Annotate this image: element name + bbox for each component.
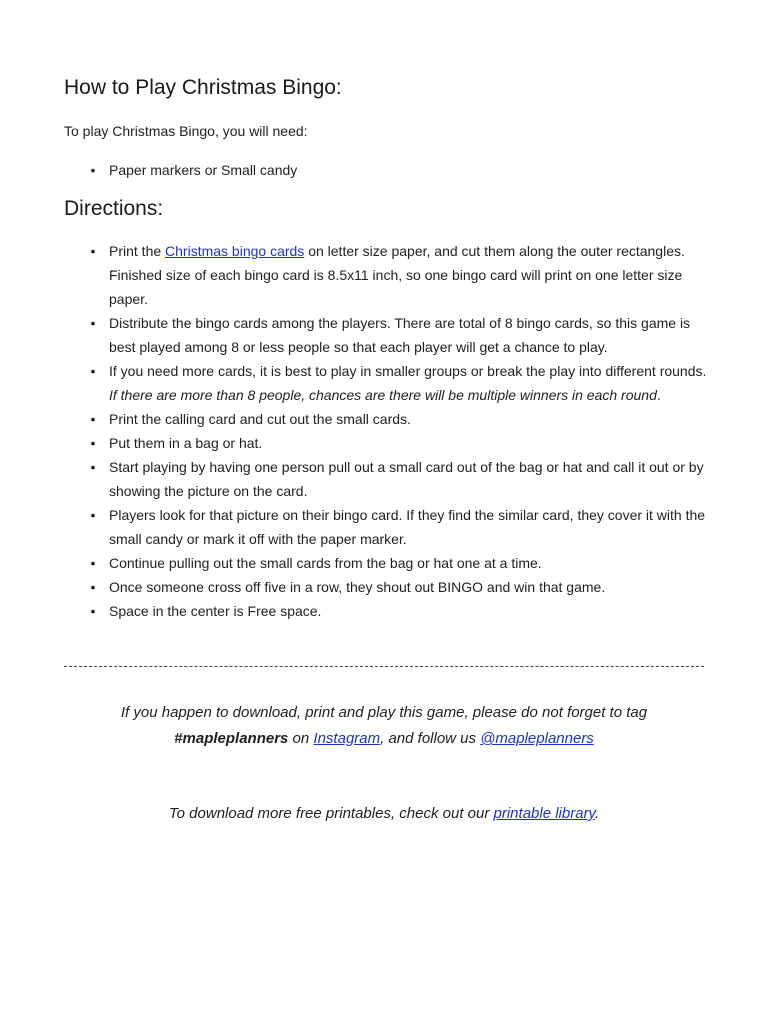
- direction-text: on letter size paper, and cut them along the outer rectangles. Finished size of each bingo card is 8.5x11 inch, so one bingo card will print on one letter size paper.: [109, 243, 685, 307]
- direction-text: Continue pulling out the small cards from the bag or hat one at a time.: [109, 555, 542, 571]
- list-item: [0, 599, 709, 623]
- dashed-divider: [64, 666, 704, 667]
- handle-link[interactable]: @mapleplanners: [480, 730, 594, 747]
- bullet-icon: •: [90, 507, 96, 523]
- bullet-icon: •: [90, 162, 96, 178]
- bullet-icon: •: [90, 555, 96, 571]
- needs-list: [0, 158, 709, 182]
- direction-text: Start playing by having one person pull out a small card out of the bag or hat and call it out or by showing the picture on the card.: [109, 459, 704, 499]
- bullet-icon: •: [90, 243, 96, 259]
- bullet-icon: •: [90, 411, 96, 427]
- direction-text: Put them in a bag or hat.: [109, 435, 263, 451]
- directions-list: [0, 239, 709, 623]
- direction-text: .: [656, 387, 661, 403]
- direction-text: If you need more cards, it is best to play in smaller groups or break the play into different rounds.: [109, 363, 707, 379]
- download-note-text: To download more free printables, check out our: [168, 805, 494, 822]
- list-item: [0, 158, 709, 182]
- download-note: [64, 801, 704, 827]
- share-note: [64, 700, 704, 752]
- bullet-icon: •: [90, 363, 96, 379]
- bullet-icon: •: [90, 603, 96, 619]
- share-note-text: on: [288, 730, 314, 747]
- directions-heading: Directions:: [64, 197, 164, 220]
- list-item: [0, 575, 709, 599]
- instagram-link[interactable]: Instagram: [313, 730, 381, 747]
- needs-item-text: Paper markers or Small candy: [109, 162, 298, 178]
- direction-text: Once someone cross off five in a row, they shout out BINGO and win that game.: [109, 579, 606, 595]
- bingo-cards-link[interactable]: Christmas bingo cards: [165, 243, 305, 259]
- list-item: [0, 359, 709, 407]
- list-item: [0, 455, 709, 503]
- printable-library-link[interactable]: printable library: [493, 805, 595, 822]
- list-item: [0, 431, 709, 455]
- download-note-text: .: [594, 805, 600, 822]
- bullet-icon: •: [90, 315, 96, 331]
- share-note-text: , and follow us: [380, 730, 481, 747]
- list-item: [0, 407, 709, 431]
- list-item: [0, 551, 709, 575]
- direction-text: Space in the center is Free space.: [109, 603, 322, 619]
- share-note-text: If you happen to download, print and play this game, please do not forget to tag: [120, 704, 648, 721]
- direction-text: Players look for that picture on their bingo card. If they find the similar card, they cover it with the small candy or mark it off with the paper marker.: [109, 507, 706, 547]
- list-item: [0, 311, 709, 359]
- bullet-icon: •: [90, 435, 96, 451]
- list-item: [0, 503, 709, 551]
- direction-text: Print the calling card and cut out the small cards.: [109, 411, 411, 427]
- direction-italic-text: If there are more than 8 people, chances are there will be multiple winners in each round: [109, 387, 657, 403]
- bullet-icon: •: [90, 459, 96, 475]
- hashtag-text: #mapleplanners: [174, 730, 289, 747]
- direction-text: Distribute the bingo cards among the players. There are total of 8 bingo cards, so this game is best played among 8 or less people so that each player will get a chance to play.: [109, 315, 691, 355]
- page-title: How to Play Christmas Bingo:: [64, 76, 342, 99]
- direction-text: Print the: [109, 243, 166, 259]
- list-item: [0, 239, 709, 311]
- intro-text: To play Christmas Bingo, you will need:: [64, 123, 308, 139]
- bullet-icon: •: [90, 579, 96, 595]
